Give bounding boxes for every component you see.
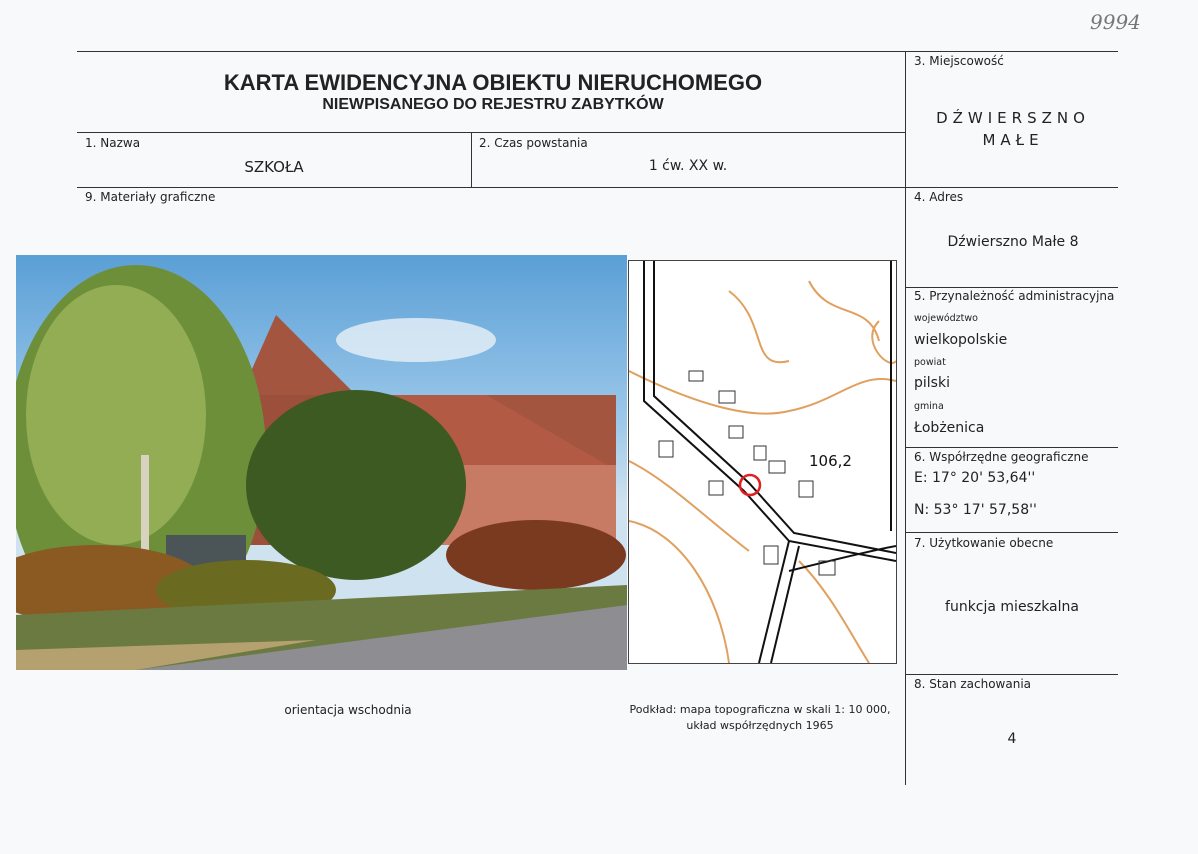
condition-label: 8. Stan zachowania <box>914 677 1032 691</box>
county-label: powiat <box>914 357 946 368</box>
commune-label: gmina <box>914 401 944 412</box>
photo-caption: orientacja wschodnia <box>284 703 412 717</box>
date-label: 2. Czas powstania <box>479 136 588 150</box>
divider <box>905 674 1118 675</box>
name-value: SZKOŁA <box>244 158 304 176</box>
latitude-value: N: 53° 17' 57,58'' <box>914 502 1037 518</box>
usage-label: 7. Użytkowanie obecne <box>914 536 1054 550</box>
voivodeship-value: wielkopolskie <box>914 332 1008 348</box>
usage-value: funkcja mieszkalna <box>945 599 1079 615</box>
divider <box>77 51 1118 52</box>
divider <box>77 132 905 133</box>
building-photo <box>16 255 627 670</box>
map-caption-line1: Podkład: mapa topograficzna w skali 1: 10 000, <box>629 703 891 716</box>
coordinates-label: 6. Współrzędne geograficzne <box>914 450 1089 464</box>
longitude-value: E: 17° 20' 53,64'' <box>914 470 1036 486</box>
topographic-map <box>628 260 897 664</box>
date-value: 1 ćw. XX w. <box>648 158 728 174</box>
page-title: KARTA EWIDENCYJNA OBIEKTU NIERUCHOMEGO <box>223 70 763 95</box>
county-value: pilski <box>914 375 950 391</box>
divider <box>471 132 472 187</box>
condition-value: 4 <box>1007 731 1017 747</box>
admin-label: 5. Przynależność administracyjna <box>914 289 1115 303</box>
map-caption-line2: układ współrzędnych 1965 <box>686 719 834 732</box>
divider <box>905 532 1118 533</box>
voivodeship-label: województwo <box>914 313 978 324</box>
locality-value-1: DŹWIERSZNO <box>936 109 1090 127</box>
commune-value: Łobżenica <box>914 420 985 436</box>
address-label: 4. Adres <box>914 190 964 204</box>
page-subtitle: NIEWPISANEGO DO REJESTRU ZABYTKÓW <box>322 96 664 113</box>
name-label: 1. Nazwa <box>85 136 141 150</box>
divider <box>77 187 1118 188</box>
graphics-label: 9. Materiały graficzne <box>85 190 216 204</box>
divider <box>905 447 1118 448</box>
address-value: Dźwierszno Małe 8 <box>947 234 1079 250</box>
map-elevation-label: 106,2 <box>809 452 852 470</box>
handwritten-number: 9994 <box>1090 10 1141 34</box>
locality-label: 3. Miejscowość <box>914 54 1004 68</box>
locality-value-2: MAŁE <box>982 131 1044 149</box>
divider <box>905 287 1118 288</box>
